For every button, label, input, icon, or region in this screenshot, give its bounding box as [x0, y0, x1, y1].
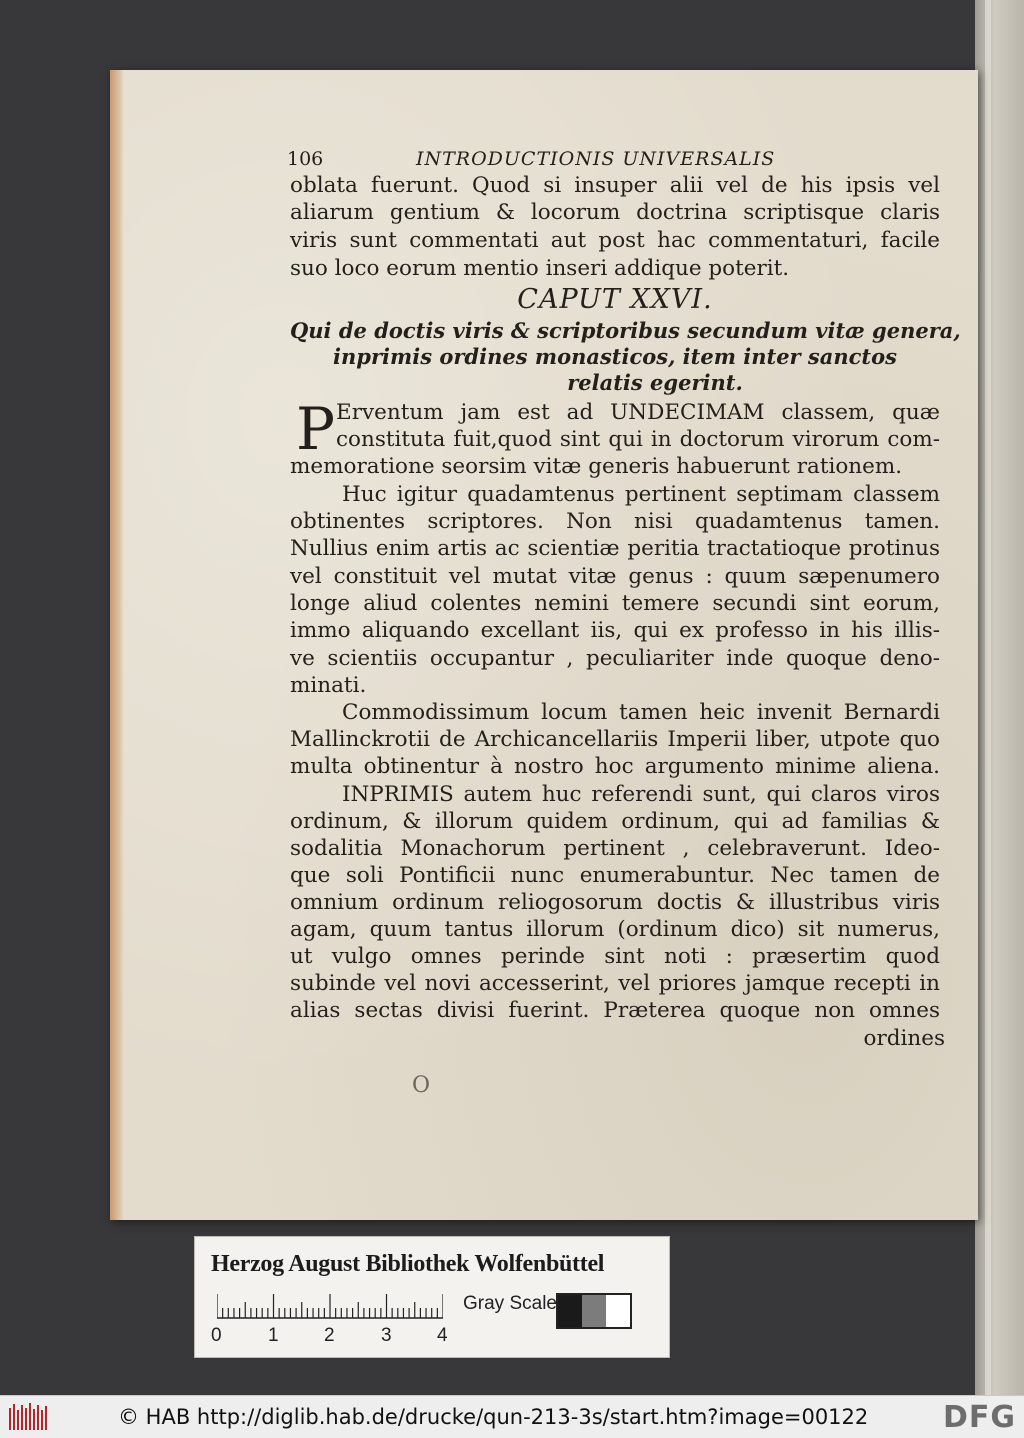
text-line: omnium ordinum reliogosorum doctis & illustribus viris — [290, 890, 940, 915]
text-line: oblata fuerunt. Quod si insuper alii vel de his ipsis vel — [290, 173, 940, 198]
footer-bar — [0, 1395, 1024, 1438]
text-line: subinde vel novi accesserint, vel priores jamque recepti in — [290, 971, 940, 996]
book-page — [110, 70, 978, 1220]
text-line: suo loco eorum mentio inseri addique poterit. — [290, 256, 790, 281]
text-line: Huc igitur quadamtenus pertinent septimam classem — [342, 482, 940, 507]
chapter-subtitle-line: Qui de doctis viris & scriptoribus secundum vitæ genera, — [290, 318, 961, 343]
facing-page-highlight — [985, 0, 991, 1395]
ruler-number: 3 — [381, 1325, 392, 1346]
library-name: Herzog August Bibliothek Wolfenbüttel — [211, 1251, 605, 1277]
text-line: que soli Pontificii nunc enumerabuntur. Nec tamen de — [290, 863, 940, 888]
ruler-number: 1 — [268, 1325, 279, 1346]
text-line: vel constituit vel mutat vitæ genus : quum sæpenumero — [290, 564, 940, 589]
gray-swatch-mid — [582, 1295, 606, 1327]
ruler-number: 2 — [324, 1325, 335, 1346]
dfg-logo: DFG — [942, 1400, 1016, 1435]
running-head: INTRODUCTIONIS UNIVERSALIS — [416, 148, 776, 170]
chapter-title: CAPUT XXVI. — [517, 284, 713, 315]
page-left-edge — [110, 70, 124, 1220]
text-line: immo aliquando excellant iis, qui ex professo in his illis- — [290, 618, 940, 643]
text-line: ve scientiis occupantur , peculiariter inde quoque deno- — [290, 646, 940, 671]
text-line: INPRIMIS autem huc referendi sunt, qui claros viros — [342, 782, 940, 807]
text-line: aliarum gentium & locorum doctrina scriptisque claris — [290, 200, 940, 225]
gray-swatch-white — [606, 1295, 630, 1327]
text-line: memoratione seorsim vitæ generis habuerunt rationem. — [290, 454, 903, 479]
catchword: ordines — [863, 1026, 945, 1051]
text-line: ordinum, & illorum quidem ordinum, qui ad familias & — [290, 809, 940, 834]
text-line: minati. — [290, 673, 367, 698]
ruler-scale — [217, 1293, 443, 1319]
ruler-number: 0 — [211, 1325, 222, 1346]
text-line: Mallinckrotii de Archicancellariis Imperii liber, utpote quo — [290, 727, 940, 752]
signature-mark: O — [412, 1073, 431, 1098]
page-number: 106 — [287, 148, 324, 170]
gray-scale-bar — [556, 1293, 632, 1329]
text-line: longe aliud colentes nemini temere secundi sint eorum, — [290, 591, 940, 616]
text-line: Erventum jam est ad UNDECIMAM classem, quæ — [336, 400, 940, 425]
chapter-subtitle-line: relatis egerint. — [567, 370, 743, 395]
copyright-url[interactable]: © HAB http://diglib.hab.de/drucke/qun-213-3s/start.htm?image=00122 — [118, 1405, 869, 1429]
text-line: multa obtinentur à nostro hoc argumento minime aliena. — [290, 754, 940, 779]
text-line: ut vulgo omnes perinde sint noti : præsertim quod — [290, 944, 940, 969]
facing-page-edge — [975, 0, 1024, 1395]
text-line: agam, quum tantus illorum (ordinum dico) sit numerus, — [290, 917, 940, 942]
gray-scale-label: Gray Scale — [463, 1293, 557, 1314]
text-line: viris sunt commentati aut post hac commentaturi, facile — [290, 228, 940, 253]
text-line: Nullius enim artis ac scientiæ peritia tractatioque protinus — [290, 536, 940, 561]
text-line: alias sectas divisi fuerint. Præterea quoque non omnes — [290, 998, 940, 1023]
text-line: obtinentes scriptores. Non nisi quadamtenus tamen. — [290, 509, 940, 534]
chapter-subtitle-line: inprimis ordines monasticos, item inter sanctos — [333, 344, 897, 369]
gray-swatch-black — [558, 1295, 582, 1327]
drop-cap: P — [296, 395, 336, 463]
text-line: constituta fuit,quod sint qui in doctorum virorum com- — [336, 427, 940, 452]
library-label — [194, 1236, 670, 1358]
hab-barcode-logo — [8, 1402, 48, 1432]
ruler-numbers — [211, 1325, 471, 1349]
text-line: sodalitia Monachorum pertinent , celebraverunt. Ideo- — [290, 836, 940, 861]
ruler-number: 4 — [437, 1325, 448, 1346]
text-line: Commodissimum locum tamen heic invenit Bernardi — [342, 700, 940, 725]
